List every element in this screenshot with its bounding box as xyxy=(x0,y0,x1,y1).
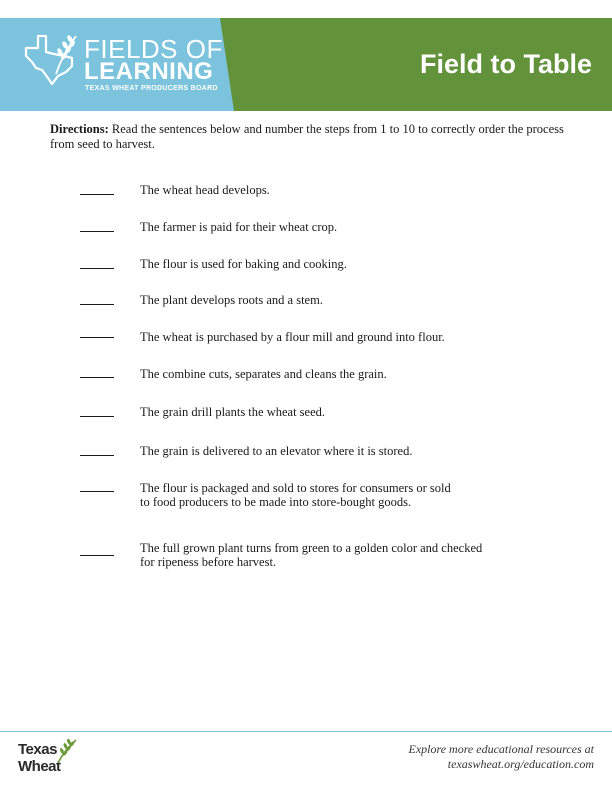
footer-line-1: Explore more educational resources at xyxy=(408,742,594,756)
step-text: The wheat head develops. xyxy=(140,183,270,197)
brand-line-2: LEARNING xyxy=(84,58,214,85)
footer-link[interactable]: texaswheat.org/education.com xyxy=(447,757,594,771)
step-text-line-1: The full grown plant turns from green to a golden color and checked xyxy=(140,541,483,555)
step-text xyxy=(140,541,570,569)
step-text xyxy=(140,481,570,509)
step-text: The grain drill plants the wheat seed. xyxy=(140,405,326,419)
answer-blank[interactable] xyxy=(80,304,114,305)
directions-text: Read the sentences below and number the steps from 1 to 10 to correctly order the process from seed to harvest. xyxy=(50,122,564,151)
page-title: Field to Table xyxy=(419,49,592,79)
step-text: The combine cuts, separates and cleans the grain. xyxy=(140,367,387,381)
answer-blank[interactable] xyxy=(80,491,114,492)
step-text: The grain is delivered to an elevator where it is stored. xyxy=(140,444,413,458)
brand-subtitle: TEXAS WHEAT PRODUCERS BOARD xyxy=(85,85,218,92)
answer-blank[interactable] xyxy=(80,377,114,378)
answer-blank[interactable] xyxy=(80,555,114,556)
footer-divider xyxy=(0,731,612,732)
step-text: The wheat is purchased by a flour mill and ground into flour. xyxy=(140,330,445,344)
step-text: The farmer is paid for their wheat crop. xyxy=(140,220,338,234)
wheat-stalk-icon xyxy=(56,739,78,763)
step-text-line-1: The flour is packaged and sold to stores for consumers or sold xyxy=(140,481,451,495)
directions xyxy=(50,122,570,152)
step-text: The plant develops roots and a stem. xyxy=(140,293,323,307)
answer-blank[interactable] xyxy=(80,337,114,338)
answer-blank[interactable] xyxy=(80,455,114,456)
answer-blank[interactable] xyxy=(80,268,114,269)
texas-wheat-icon xyxy=(20,30,80,90)
answer-blank[interactable] xyxy=(80,194,114,195)
step-text-line-2: to food producers to be made into store-bought goods. xyxy=(140,495,412,509)
logo-word-wheat: Wheat xyxy=(18,758,61,775)
brand-line-1: FIELDS OF xyxy=(84,34,223,64)
answer-blank[interactable] xyxy=(80,231,114,232)
texas-wheat-logo xyxy=(18,739,80,779)
step-text-line-2: for ripeness before harvest. xyxy=(140,555,277,569)
answer-blank[interactable] xyxy=(80,416,114,417)
footer-resources xyxy=(408,742,594,772)
step-text: The flour is used for baking and cooking. xyxy=(140,257,347,271)
logo-word-texas: Texas xyxy=(18,741,57,758)
directions-label: Directions: xyxy=(50,122,109,136)
